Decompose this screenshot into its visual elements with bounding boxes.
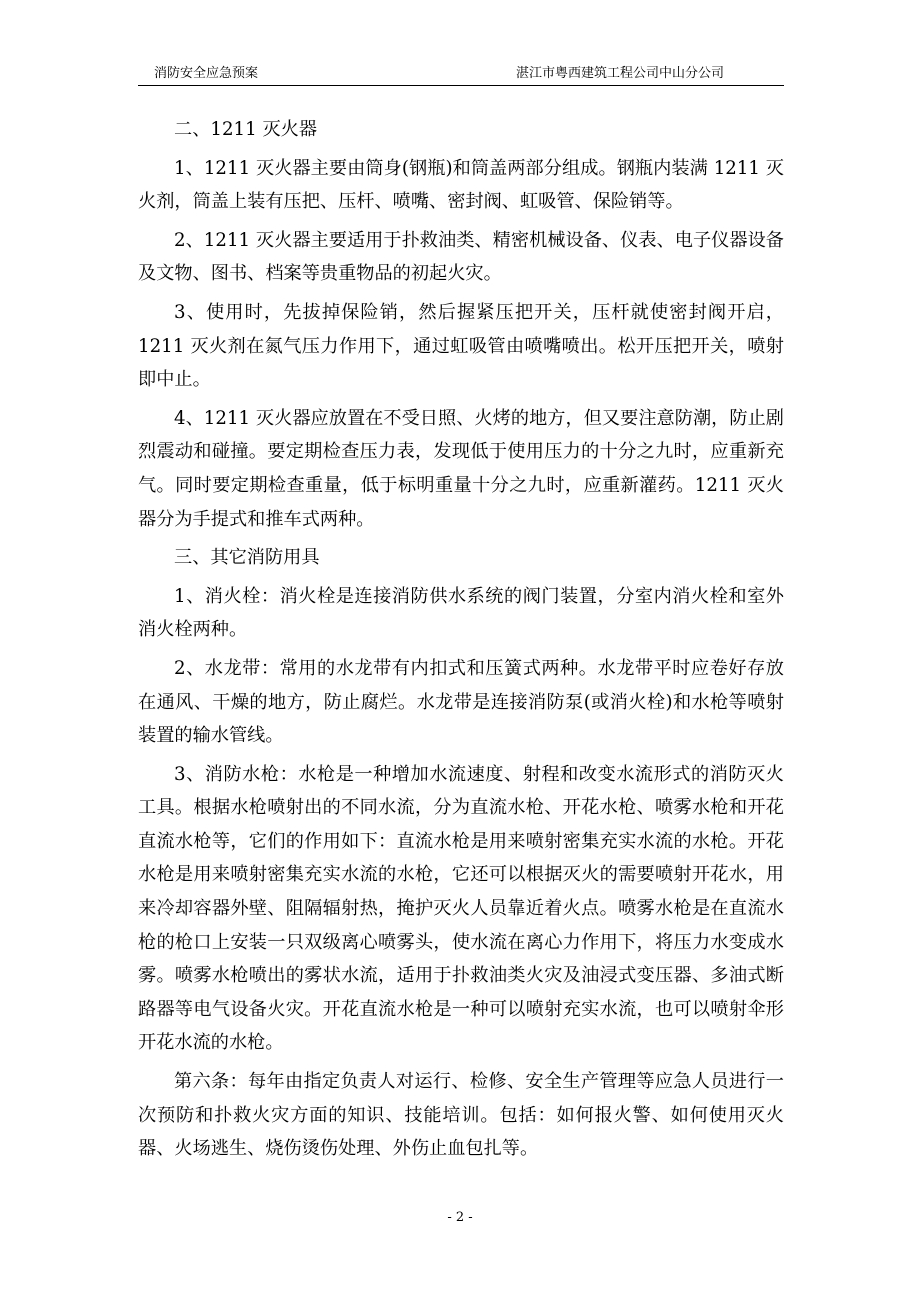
- paragraph-fire-nozzle: 3、消防水枪：水枪是一种增加水流速度、射程和改变水流形式的消防灭火工具。根据水枪喷射出的不同水流，分为直流水枪、开花水枪、喷雾水枪和开花直流水枪等，它们的作用如下：直流水枪是用来喷射密集充实水流的水枪。开花水枪是用来喷射密集充实水流的水枪，它还可以根据灭火的需要喷射开花水，用来冷却容器外壁、阻隔辐射热，掩护灭火人员靠近着火点。喷雾水枪是在直流水枪的枪口上安装一只双级离心喷雾头，使水流在离心力作用下，将压力水变成水雾。喷雾水枪喷出的雾状水流，适用于扑救油类火灾及油浸式变压器、多油式断路器等电气设备火灾。开花直流水枪是一种可以喷射充实水流，也可以喷射伞形开花水流的水枪。: [138, 763, 784, 1054]
- paragraph-fire-hose: 2、水龙带：常用的水龙带有内扣式和压簧式两种。水龙带平时应卷好存放在通风、干燥的地方，防止腐烂。水龙带是连接消防泵(或消火栓)和水枪等喷射装置的输水管线。: [138, 657, 784, 747]
- header-document-title: 消防安全应急预案: [154, 66, 259, 81]
- paragraph-1211-usage: 3、使用时，先拔掉保险销，然后握紧压把开关，压杆就使密封阀开启，1211 灭火剂在氮气压力作用下，通过虹吸管由喷嘴喷出。松开压把开关，喷射即中止。: [138, 301, 784, 391]
- paragraph-fire-hydrant: 1、消火栓：消火栓是连接消防供水系统的阀门装置，分室内消火栓和室外消火栓两种。: [138, 585, 784, 641]
- page-header: [138, 62, 784, 86]
- document-body: [138, 113, 784, 1166]
- paragraph-1211-application: 2、1211 灭火器主要适用于扑救油类、精密机械设备、仪表、电子仪器设备及文物、图书、档案等贵重物品的初起火灾。: [138, 229, 784, 285]
- section-heading-1211-extinguisher: 二、1211 灭火器: [174, 119, 318, 140]
- section-heading-other-equipment: 三、其它消防用具: [174, 547, 320, 569]
- page-number: - 2 -: [447, 1210, 473, 1225]
- header-divider: [138, 85, 784, 86]
- paragraph-1211-maintenance: 4、1211 灭火器应放置在不受日照、火烤的地方，但又要注意防潮，防止剧烈震动和碰撞。要定期检查压力表，发现低于使用压力的十分之九时，应重新充气。同时要定期检查重量，低于标明重量十分之九时，应重新灌药。1211 灭火器分为手提式和推车式两种。: [138, 407, 784, 530]
- header-company-name: 湛江市粤西建筑工程公司中山分公司: [515, 66, 724, 81]
- paragraph-article-six: 第六条：每年由指定负责人对运行、检修、安全生产管理等应急人员进行一次预防和扑救火灾方面的知识、技能培训。包括：如何报火警、如何使用灭火器、火场逃生、烧伤烫伤处理、外伤止血包扎等。: [138, 1071, 784, 1160]
- paragraph-1211-composition: 1、1211 灭火器主要由筒身(钢瓶)和筒盖两部分组成。钢瓶内装满 1211 灭火剂，筒盖上装有压把、压杆、喷嘴、密封阀、虹吸管、保险销等。: [138, 157, 784, 213]
